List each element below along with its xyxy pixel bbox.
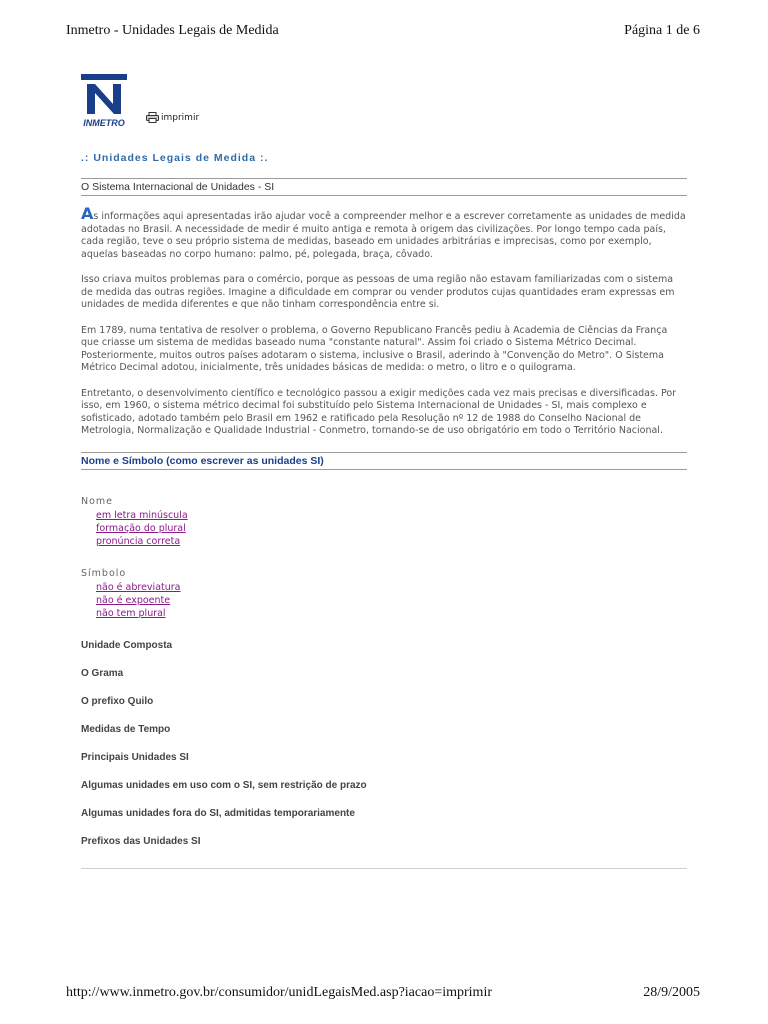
list-item	[96, 509, 687, 522]
list-item	[96, 522, 687, 535]
inmetro-logo	[81, 74, 127, 128]
paragraph-3: Em 1789, numa tentativa de resolver o problema, o Governo Republicano Francês pediu à Academia de Ciências da França que criasse um sistema de medidas baseado numa "constante natural". Assim foi criado o Sistema Métrico Decimal. Posteriormente, muitos outros países adotaram o sistema, inclusive o Brasil, aderindo à "Convenção do Metro". O Sistema Métrico Decimal adotou, inicialmente, três unidades básicas de medida: o metro, o litro e o quilograma.	[81, 324, 668, 373]
list-item	[96, 607, 687, 620]
simbolo-label: Símbolo	[81, 567, 127, 579]
topic-principais-unidades[interactable]: Principais Unidades SI	[81, 751, 189, 763]
topic-prefixos[interactable]: Prefixos das Unidades SI	[81, 835, 201, 847]
print-label: imprimir	[161, 112, 200, 123]
section-heading-nome-simbolo: Nome e Símbolo (como escrever as unidades SI)	[81, 452, 687, 470]
list-item	[96, 535, 687, 548]
link-formacao-plural[interactable]: formação do plural	[96, 522, 186, 534]
print-footer-date: 28/9/2005	[643, 985, 700, 1000]
link-nao-plural[interactable]: não tem plural	[96, 607, 166, 619]
logo-text: INMETRO	[83, 118, 125, 128]
link-letra-minuscula[interactable]: em letra minúscula	[96, 509, 188, 521]
page-title: .: Unidades Legais de Medida :.	[81, 152, 269, 164]
main-content	[81, 70, 687, 869]
list-item	[96, 581, 687, 594]
print-footer-url: http://www.inmetro.gov.br/consumidor/unidLegaisMed.asp?iacao=imprimir	[66, 985, 492, 1000]
print-header-title: Inmetro - Unidades Legais de Medida	[66, 23, 279, 38]
section-heading-si: O Sistema Internacional de Unidades - SI	[81, 178, 687, 196]
dropcap: A	[81, 204, 94, 223]
topic-unidades-em-uso[interactable]: Algumas unidades em uso com o SI, sem restrição de prazo	[81, 779, 367, 791]
nome-links	[96, 509, 687, 548]
link-nao-abreviatura[interactable]: não é abreviatura	[96, 581, 181, 593]
paragraph-1-text: s informações aqui apresentadas irão ajudar você a compreender melhor e a escrever corretamente as unidades de medida adotadas no Brasil. A necessidade de medir é muito antiga e remota à origem das civilizações. Por longo tempo cada país, cada região, teve o seu próprio sistema de medidas, baseado em unidades arbitrárias e imprecisas, como por exemplo, aquelas baseadas no corpo humano: palmo, pé, polegada, braça, côvado.	[81, 211, 686, 260]
print-header-page: Página 1 de 6	[624, 23, 700, 38]
nome-label: Nome	[81, 495, 114, 507]
paragraph-1	[81, 204, 687, 261]
paragraph-2: Isso criava muitos problemas para o comércio, porque as pessoas de uma região não estavam familiarizadas com o sistema de medida das outras regiões. Imagine a dificuldade em comprar ou vender produtos cujas quantidades eram expressas em unidades de medida diferentes e que não tinham correspondência entre si.	[81, 274, 675, 310]
logo-row	[81, 70, 687, 132]
simbolo-links	[96, 581, 687, 620]
printer-icon	[146, 112, 159, 123]
list-item	[96, 594, 687, 607]
topic-prefixo-quilo[interactable]: O prefixo Quilo	[81, 695, 154, 707]
topic-o-grama[interactable]: O Grama	[81, 667, 124, 679]
bottom-divider	[81, 868, 687, 869]
paragraph-4: Entretanto, o desenvolvimento científico e tecnológico passou a exigir medições cada vez mais precisas e diversificadas. Por isso, em 1960, o sistema métrico decimal foi substituído pelo Sistema Internacional de Unidades - SI, mais complexo e sofisticado, adotado também pelo Brasil em 1962 e ratificado pela Resolução nº 12 de 1988 do Conselho Nacional de Metrologia, Normalização e Qualidade Industrial - Conmetro, tornando-se de uso obrigatório em todo o Território Nacional.	[81, 387, 677, 436]
topic-unidade-composta[interactable]: Unidade Composta	[81, 639, 173, 651]
print-header	[66, 23, 700, 39]
link-nao-expoente[interactable]: não é expoente	[96, 594, 171, 606]
topic-medidas-tempo[interactable]: Medidas de Tempo	[81, 723, 171, 735]
print-footer	[66, 985, 700, 1001]
print-button[interactable]	[146, 112, 199, 123]
topic-unidades-fora-si[interactable]: Algumas unidades fora do SI, admitidas temporariamente	[81, 807, 355, 819]
link-pronuncia-correta[interactable]: pronúncia correta	[96, 535, 181, 547]
